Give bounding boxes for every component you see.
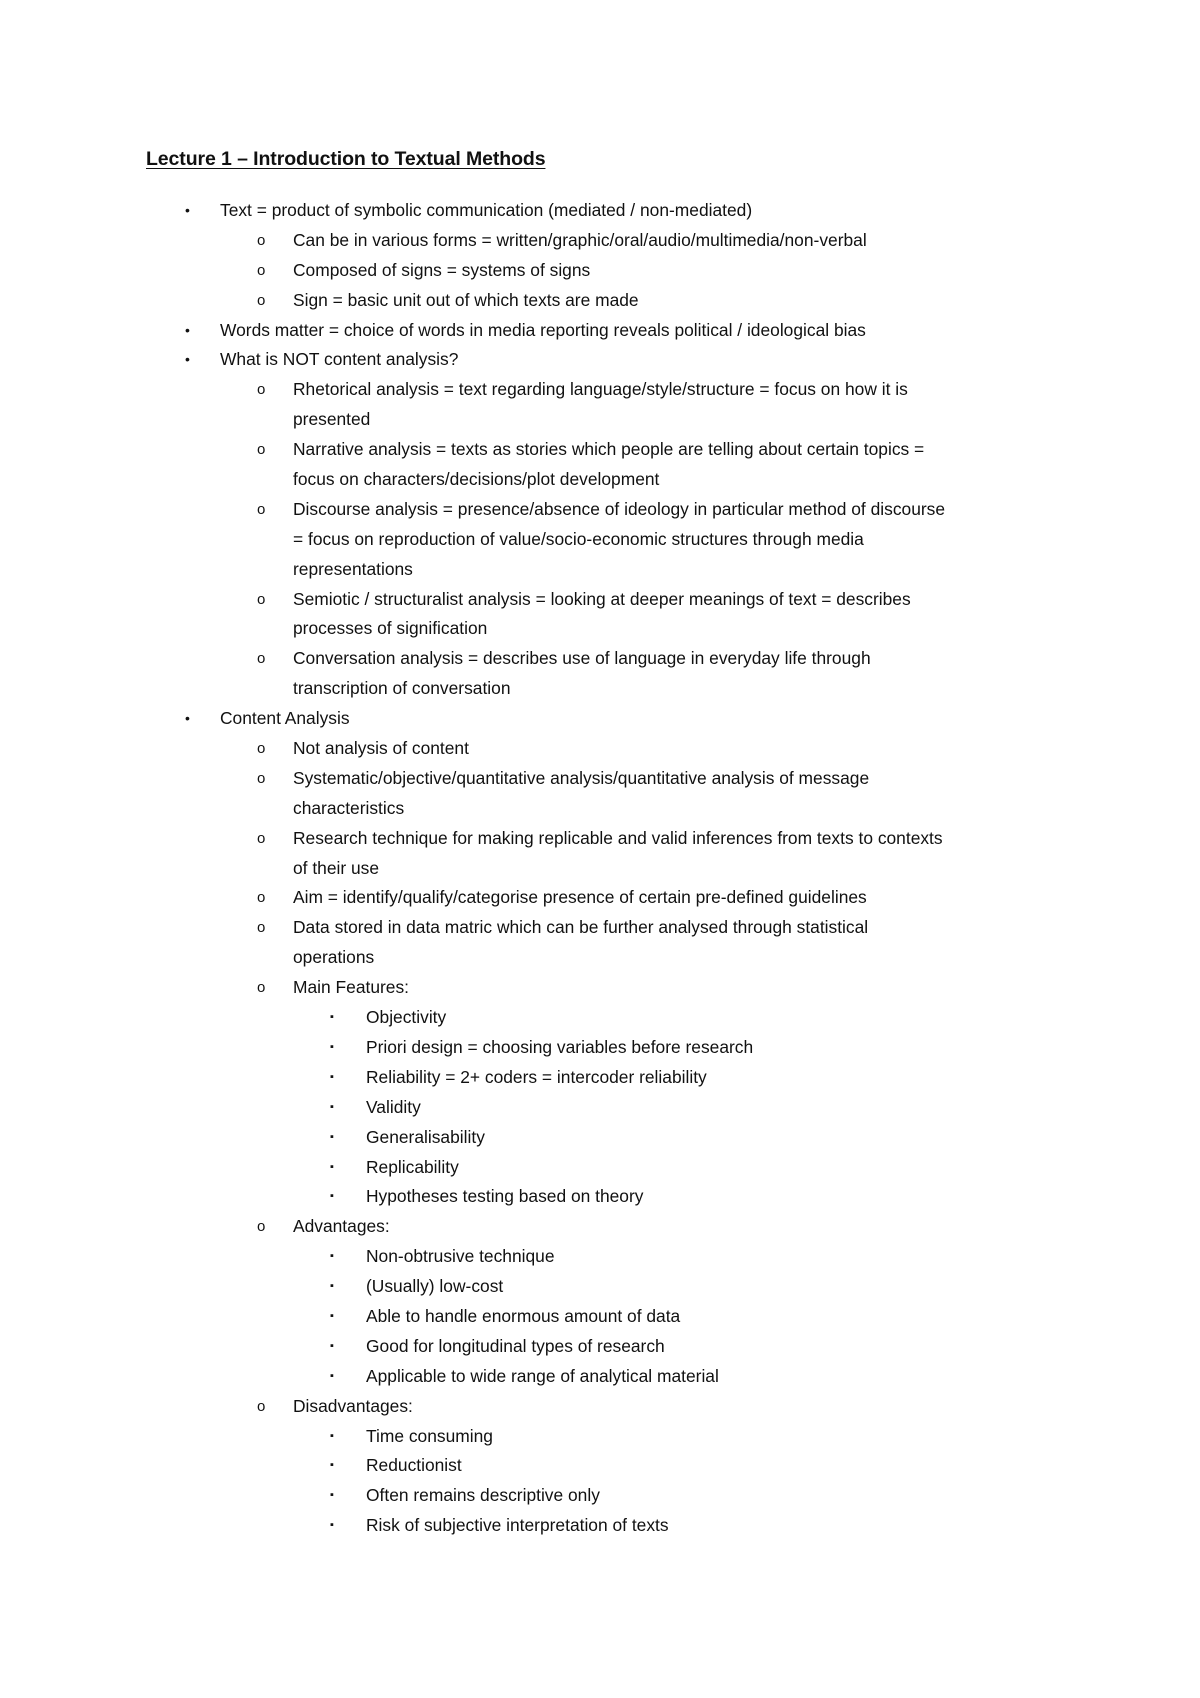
bullet-marker: • [185,710,190,727]
list-item-text: Data stored in data matric which can be further analysed through statistical [293,917,869,938]
list-item [0,226,1200,256]
list-item [0,375,1200,405]
circle-marker: o [257,650,266,668]
list-item-text: Composed of signs = systems of signs [293,259,591,280]
square-marker: ▪ [330,1280,334,1293]
list-item [0,1302,1200,1332]
list-item [0,495,1200,525]
list-item-text: processes of signification [293,618,488,639]
bullet-marker: • [185,202,190,218]
list-item-text: Systematic/objective/quantitative analysis/quantitative analysis of message [293,767,870,788]
list-item-text: presented [293,409,371,430]
circle-marker: o [257,1218,266,1236]
list-item-continuation [0,405,1200,435]
circle-marker: o [257,919,266,937]
list-item-text: Aim = identify/qualify/categorise presence of certain pre-defined guidelines [293,887,867,908]
list-item [0,704,1200,734]
list-item [0,1481,1200,1511]
circle-marker: o [257,381,266,399]
square-marker: ▪ [330,1011,334,1024]
list-item-text: focus on characters/decisions/plot development [293,469,660,490]
list-item-text: Content Analysis [220,708,350,729]
square-marker: ▪ [330,1160,334,1173]
list-item-text: Reductionist [366,1455,462,1476]
list-item-text: of their use [293,857,380,878]
list-item-text: Reliability = 2+ coders = intercoder reliability [366,1066,707,1087]
square-marker: ▪ [330,1459,334,1472]
list-item-text: Advantages: [293,1216,390,1237]
list-item-text: Conversation analysis = describes use of language in everyday life through [293,648,871,669]
list-item-text: Text = product of symbolic communication (mediated / non-mediated) [220,200,753,220]
list-item-text: operations [293,947,375,968]
list-item [0,1451,1200,1481]
list-item [0,1033,1200,1063]
list-item-text: (Usually) low-cost [366,1276,504,1297]
list-item [0,1063,1200,1093]
list-item [0,1362,1200,1392]
list-item [0,435,1200,465]
square-marker: ▪ [330,1309,334,1322]
circle-marker: o [257,231,266,249]
list-item-continuation [0,614,1200,644]
list-item [0,256,1200,286]
list-item-text: Sign = basic unit out of which texts are made [293,289,639,310]
square-marker: ▪ [330,1100,334,1113]
list-item [0,1422,1200,1452]
page-title: Lecture 1 – Introduction to Textual Methods [146,148,546,170]
circle-marker: o [257,889,266,907]
circle-marker: o [257,261,266,279]
list-item [0,1392,1200,1422]
list-item-text: Can be in various forms = written/graphic/oral/audio/multimedia/non-verbal [293,229,867,250]
square-marker: ▪ [330,1040,334,1053]
list-item [0,973,1200,1003]
circle-marker: o [257,441,266,459]
list-item [0,1332,1200,1362]
list-item [0,196,1200,226]
list-item-text: Disadvantages: [293,1395,413,1416]
list-item-continuation [0,794,1200,824]
list-item [0,883,1200,913]
square-marker: ▪ [330,1489,334,1502]
list-item-continuation [0,854,1200,884]
list-item-text: Hypotheses testing based on theory [366,1186,644,1207]
list-item [0,734,1200,764]
list-item [0,1153,1200,1183]
list-item-text: What is NOT content analysis? [220,349,459,370]
list-item-text: representations [293,558,413,579]
list-item [0,1242,1200,1272]
list-item [0,585,1200,615]
list-item-text: Research technique for making replicable and valid inferences from texts to contexts [293,827,943,848]
list-item [0,764,1200,794]
list-item-text: Applicable to wide range of analytical material [366,1365,719,1386]
list-item [0,345,1200,375]
list-item [0,1003,1200,1033]
list-item [0,644,1200,674]
list-item-text: Not analysis of content [293,738,469,759]
square-marker: ▪ [330,1190,334,1203]
list-item-text: Discourse analysis = presence/absence of ideology in particular method of discourse [293,498,946,519]
list-item-text: Able to handle enormous amount of data [366,1305,681,1326]
bullet-marker: • [185,321,190,338]
list-item-text: Good for longitudinal types of research [366,1335,665,1356]
circle-marker: o [257,740,266,758]
square-marker: ▪ [330,1369,334,1382]
circle-marker: o [257,829,266,847]
list-item [0,286,1200,316]
list-item-continuation [0,943,1200,973]
circle-marker: o [257,500,266,518]
list-item-text: Narrative analysis = texts as stories which people are telling about certain topics = [293,439,925,460]
list-item-text: Generalisability [366,1126,485,1147]
square-marker: ▪ [330,1519,334,1532]
list-item [0,1511,1200,1541]
list-item-continuation [0,555,1200,585]
list-item-text: transcription of conversation [293,678,511,699]
circle-marker: o [257,291,266,309]
list-item-text: Words matter = choice of words in media reporting reveals political / ideological bias [220,319,866,340]
list-item [0,316,1200,346]
square-marker: ▪ [330,1070,334,1083]
list-item [0,1123,1200,1153]
list-item-text: Priori design = choosing variables before research [366,1036,754,1057]
notes-list [0,196,1200,1541]
list-item-text: = focus on reproduction of value/socio-economic structures through media [293,528,864,549]
list-item-text: Semiotic / structuralist analysis = looking at deeper meanings of text = describes [293,588,911,609]
square-marker: ▪ [330,1339,334,1352]
list-item-text: Rhetorical analysis = text regarding language/style/structure = focus on how it is [293,379,908,400]
list-item-continuation [0,525,1200,555]
circle-marker: o [257,1397,266,1415]
square-marker: ▪ [330,1429,334,1442]
circle-marker: o [257,979,266,997]
list-item-text: characteristics [293,797,405,818]
square-marker: ▪ [330,1130,334,1143]
bullet-marker: • [185,351,190,368]
list-item-text: Non-obtrusive technique [366,1246,555,1267]
list-item [0,824,1200,854]
list-item [0,1272,1200,1302]
list-item-continuation [0,465,1200,495]
list-item-text: Time consuming [366,1425,493,1446]
list-item-text: Risk of subjective interpretation of texts [366,1515,669,1536]
list-item-continuation [0,674,1200,704]
list-item-text: Main Features: [293,977,409,998]
list-item-text: Replicability [366,1156,459,1177]
circle-marker: o [257,769,266,787]
list-item [0,913,1200,943]
square-marker: ▪ [330,1250,334,1263]
list-item [0,1212,1200,1242]
circle-marker: o [257,590,266,608]
list-item [0,1182,1200,1212]
list-item [0,1093,1200,1123]
list-item-text: Validity [366,1096,421,1117]
list-item-text: Often remains descriptive only [366,1485,600,1506]
list-item-text: Objectivity [366,1007,447,1028]
